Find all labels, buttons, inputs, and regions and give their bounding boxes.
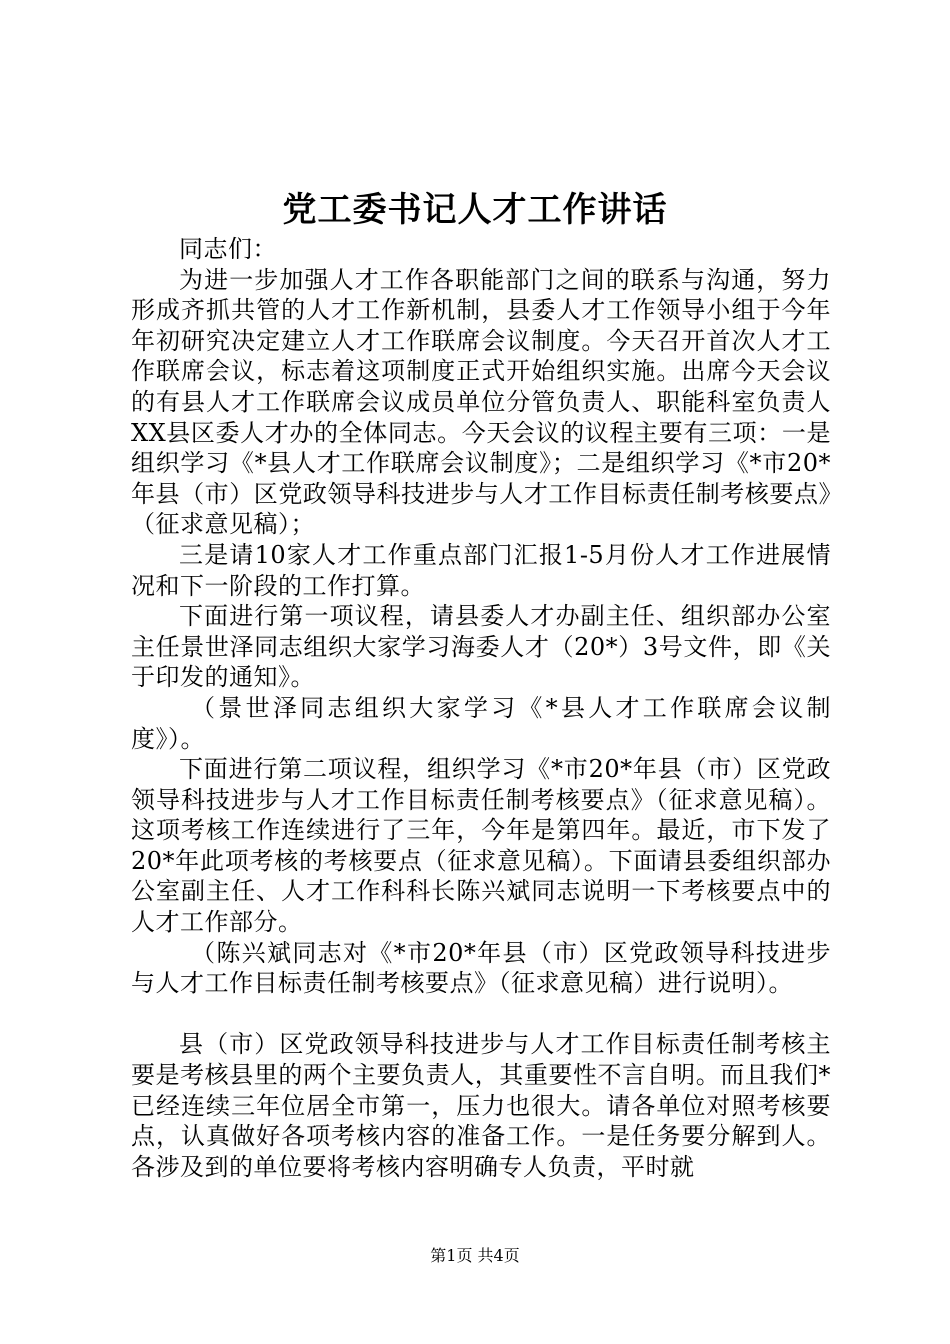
blank-line: [131, 999, 831, 1030]
salutation-paragraph: 同志们：: [179, 235, 277, 263]
document-body: [131, 234, 831, 1182]
page-number-label: 第1页 共4页: [430, 1246, 520, 1265]
body-paragraph: 三是请10家人才工作重点部门汇报1-5月份人才工作进展情况和下一阶段的工作打算。: [131, 540, 831, 600]
body-paragraph: 下面进行第二项议程，组织学习《*市20*年县（市）区党政领导科技进步与人才工作目标责任制考核要点》（征求意见稿）。这项考核工作连续进行了三年，今年是第四年。最近，市下发了20*年此项考核的考核要点（征求意见稿）。下面请县委组织部办公室副主任、人才工作科科长陈兴斌同志说明一下考核要点中的人才工作部分。: [131, 755, 831, 937]
body-paragraph: 为进一步加强人才工作各职能部门之间的联系与沟通，努力形成齐抓共管的人才工作新机制，县委人才工作领导小组于今年年初研究决定建立人才工作联席会议制度。今天召开首次人才工作联席会议，标志着这项制度正式开始组织实施。出席今天会议的有县人才工作联席会议成员单位分管负责人、职能科室负责人XX县区委人才办的全体同志。今天会议的议程主要有三项：一是组织学习《*县人才工作联席会议制度》；二是组织学习《*市20*年县（市）区党政领导科技进步与人才工作目标责任制考核要点》（征求意见稿）；: [131, 265, 831, 539]
page-footer: [0, 1244, 950, 1268]
document-title: 党工委书记人才工作讲话: [282, 190, 668, 230]
body-paragraph: 县（市）区党政领导科技进步与人才工作目标责任制考核主要是考核县里的两个主要负责人，其重要性不言自明。而且我们*已经连续三年位居全市第一，压力也很大。请各单位对照考核要点，认真做好各项考核内容的准备工作。一是任务要分解到人。各涉及到的单位要将考核内容明确专人负责，平时就: [131, 1030, 831, 1181]
body-paragraph: （陈兴斌同志对《*市20*年县（市）区党政领导科技进步与人才工作目标责任制考核要点》（征求意见稿）进行说明）。: [131, 938, 831, 998]
body-paragraph: 下面进行第一项议程，请县委人才办副主任、组织部办公室主任景世泽同志组织大家学习海委人才（20*）3号文件，即《关于印发的通知》。: [131, 602, 831, 692]
body-paragraph: （景世泽同志组织大家学习《*县人才工作联席会议制度》）。: [131, 693, 831, 753]
